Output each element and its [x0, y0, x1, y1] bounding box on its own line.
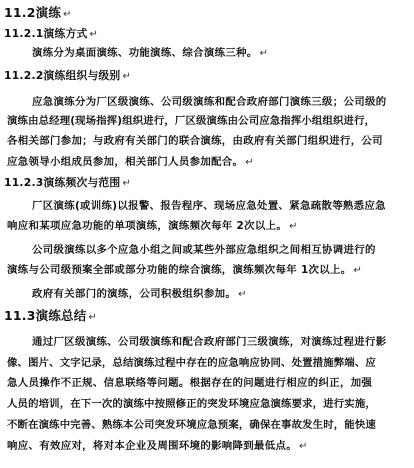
body-line [32, 243, 376, 257]
paragraph-mark-icon: ↵ [122, 178, 132, 189]
body-text: 响应和某项应急功能的单项演练，演练频次每年 2次以上。 [7, 220, 288, 232]
body-text: 不断在演练中完善、熟练本公司突发环境应急预案，确保在事故发生时，能快速 [7, 419, 376, 431]
body-text: 公司级演练以多个应急小组之间或某些外部应急组织之间相互协调进行的 [32, 244, 376, 256]
paragraph-mark-icon: ↵ [122, 71, 132, 82]
body-line [32, 95, 386, 109]
section-heading-11-2 [4, 6, 72, 22]
body-line [32, 46, 268, 61]
body-line [7, 134, 383, 148]
heading-text: 11.2.3演练频次与范围 [4, 176, 121, 189]
body-text: 各相关部门参加；与政府有关部门的联合演练，由政府有关部门组织进行，公司 [7, 135, 383, 147]
body-text: 政府有关部门的演练，公司积极组织参加。 [32, 288, 237, 300]
subsection-heading-11-2-3 [4, 176, 131, 191]
body-text: 厂区演练(或训练)以报警、报告程序、现场应急处置、紧急疏散等熟悉应急 [32, 200, 386, 212]
paragraph-mark-icon: ↵ [299, 441, 308, 452]
body-line [7, 114, 375, 128]
body-text: 响应、有效应对，将对本企业及周围环境的影响降到最低点。 [7, 440, 297, 452]
body-line [7, 356, 376, 370]
body-line [7, 219, 298, 234]
section-heading-11-3 [4, 309, 97, 325]
paragraph-mark-icon: ↵ [238, 289, 247, 300]
body-text: 演练与公司级预案全部或部分功能的综合演练，演练频次每年 1次以上。 [7, 264, 352, 276]
body-line [7, 418, 376, 432]
paragraph-mark-icon: ↵ [89, 29, 99, 40]
body-text: 急人员操作不正规、信息联络等问题。根据存在的问题进行相应的纠正，加强 [7, 377, 373, 389]
body-line [7, 439, 308, 454]
body-line [32, 287, 247, 302]
body-line [7, 263, 362, 278]
paragraph-mark-icon: ↵ [245, 157, 255, 168]
paragraph-mark-icon: ↵ [289, 221, 298, 232]
body-line [7, 376, 372, 390]
paragraph-mark-icon: ↵ [353, 265, 363, 276]
body-line [7, 155, 254, 170]
body-text: 像、图片、文字记录，总结演练过程中存在的应急响应协同、处置措施弊端、应 [7, 357, 376, 369]
body-line [32, 335, 386, 349]
body-text: 演练分为桌面演练、功能演练、综合演练三种。 [32, 47, 258, 59]
heading-text: 11.2.1演练方式 [4, 27, 88, 40]
paragraph-mark-icon: ↵ [88, 312, 98, 323]
heading-text: 11.2演练 [4, 5, 62, 20]
heading-text: 11.2.2演练组织与级别 [4, 69, 121, 82]
subsection-heading-11-2-1 [4, 27, 98, 42]
paragraph-mark-icon: ↵ [259, 48, 269, 59]
heading-text: 11.3演练总结 [4, 308, 87, 323]
body-line [7, 397, 376, 411]
paragraph-mark-icon: ↵ [63, 9, 72, 20]
body-text: 应急领导小组成员参加，相关部门人员参加配合。 [7, 156, 244, 168]
body-text: 通过厂区级演练、公司级演练和配合政府部门三级演练，对演练过程进行影 [32, 336, 387, 348]
body-text: 应急演练分为厂区级演练、公司级演练和配合政府部门演练三级；公司级的 [32, 96, 387, 108]
body-text: 人员的培训，在下一次的演练中按照修正的突发环境应急演练要求，进行实施， [7, 398, 376, 410]
subsection-heading-11-2-2 [4, 69, 131, 84]
body-line [32, 199, 386, 213]
body-text: 演练由总经理(现场指挥)组织进行，厂区级演练由公司应急指挥小组组织进行， [7, 115, 376, 127]
